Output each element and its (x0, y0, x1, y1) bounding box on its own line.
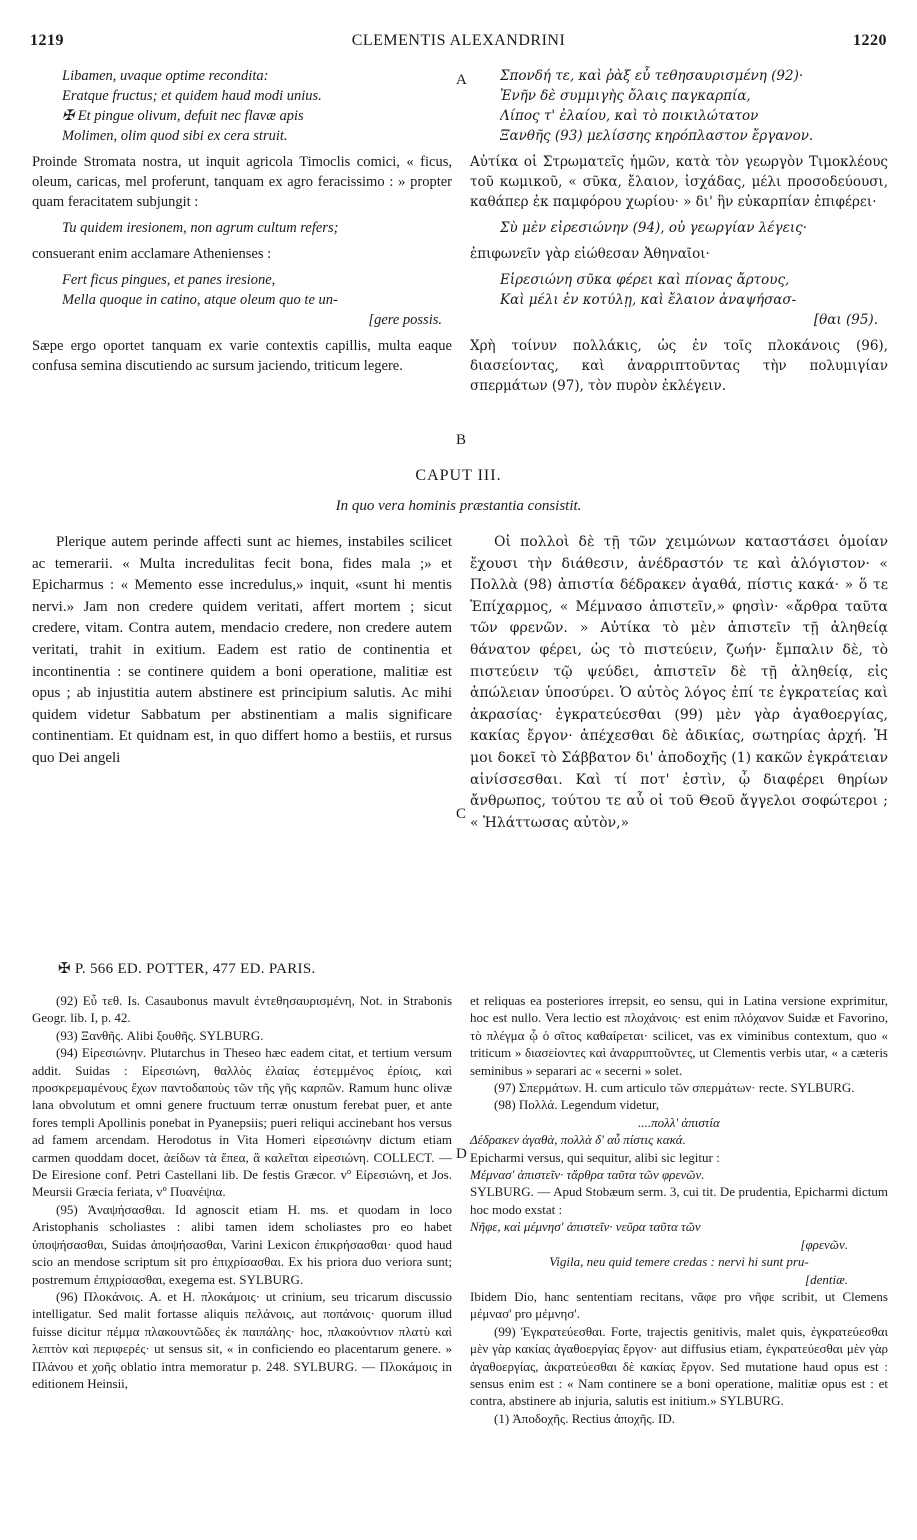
footnote: (92) Εὖ τεθ. Is. Casaubonus mavult ἐντεθησαυρισμένη, Not. in Strabonis Geogr. lib. I, p. 42. (32, 993, 452, 1026)
verse-line: Eratque fructus; et quidem haud modi unius. (62, 88, 322, 104)
footnote-verse: Νῆφε, καὶ μέμνησ' ἀπιστεῖν· νεῦρα ταῦτα τῶν (470, 1219, 701, 1235)
verse-line: [gere possis. (368, 312, 442, 328)
footnote-text: Epicharmi versus, qui sequitur, alibi sic legitur : (470, 1149, 720, 1165)
footnote: (94) Εἰρεσιώνην. Plutarchus in Theseo hæc eadem citat, et tertium versum addit. Suidas : Εἰρεσιώνη, θαλλὸς ἐλαίας ἐστεμμένος ἐρίοις, καὶ προσκρεμαμένους ἔχων παντοδαποὺς τῶν τῆς γῆς καρπῶν. Ramum hunc olivæ lana obvolutum et omni genere fructuum terræ onustum ferebat puer, et ante fores templi Apollinis ponebat in Pyanepsiis; pueri reliqui accinebant hos versus ad famem arcendam. Herodotus in Vita Homeri εἰρεσιώνην dictum etiam carmen quoddam docet, ἀείδων τὰ ἔπεα, ἃ καλεῖται εἰρεσιώνη. COLLECT. — De Eiresione conf. Petri Castellani lib. De festis Græcor. vº Εἰρεσιώνη, et Jos. Meursii Græcia feriata, vº Πυανέψια. (32, 1045, 452, 1200)
verse-line: Tu quidem iresionem, non agrum cultum refers; (62, 220, 339, 236)
footnote: (1) Ἀποδοχῆς. Rectius ἀποχῆς. ID. (494, 1410, 676, 1426)
footnote: (98) Πολλά. Legendum videtur, (494, 1097, 660, 1113)
footnote: (97) Σπερμάτων. H. cum articulo τῶν σπερμάτων· recte. SYLBURG. (494, 1080, 855, 1096)
greek-column-top (470, 66, 888, 402)
latin-verse-1 (32, 66, 452, 146)
margin-marker-c: C (456, 806, 467, 822)
verse-line: Εἰρεσιώνη σῦκα φέρει καὶ πίονας ἄρτους, (500, 272, 790, 288)
verse-line: Καὶ μέλι ἐν κοτύλῃ, καὶ ἔλαιον ἀναψήσασ- (500, 292, 797, 308)
margin-marker-b: B (456, 432, 467, 448)
verse-line: Mella quoque in catino, atque oleum quo te un- (62, 292, 338, 308)
running-title: CLEMENTIS ALEXANDRINI (351, 32, 566, 49)
footnote-text: SYLBURG. — Apud Stobæum serm. 3, cui tit. De prudentia, Epicharmi dictum hoc modo exstat : (470, 1184, 888, 1217)
footnote-verse: ....πολλ' ἀπιστία (638, 1114, 720, 1130)
footnote: (93) Ξανθῆς. Alibi ξουθῆς. SYLBURG. (56, 1027, 264, 1043)
page-number-left: 1219 (30, 32, 64, 49)
footnote-continuation: et reliquas ea posteriores irrepsit, eo sensu, qui in Latina versione exprimitur, hoc est nullo. Vera lectio est πλοχάνοις· est enim πλόχανον Suidæ et Favorino, τὸ πλέγμα ᾧ ὁ σῖτος καθαίρεται· scilicet, vas ex viminibus contextum, quo « triticum » διασείοντες καὶ ἀναρριπτοῦντες, ut Clementis verbis utar, « a cæteris seminibus » separari ac « secerni » solet. (470, 993, 888, 1078)
verse-line: Ἐνῆν δὲ συμμιγὴς ὄλαις παγκαρπία, (500, 88, 751, 104)
verse-line: [θαι (95). (813, 312, 878, 328)
footnote-text: Ibidem Dio, hanc sententiam recitans, νᾶφε pro νῆφε scribit, ut Clemens μέμνασ' pro μέμνησ'. (470, 1288, 888, 1322)
latin-body-paragraph: Plerique autem perinde affecti sunt ac hiemes, instabiles scilicet ac temerarii. « Multa incredulitas fecit bona, fides mala ;» et Epicharmus : « Memento esse incredulus,» inquit, «sunt hi mentis nervi.» Jam non credere quidem veritati, affert mortem ; sicut credere, vitam. Contra autem, mendacio credere, non credere autem veritati, trahit in exitium. Eadem est ratio de continentia et incontinentia : se continere quidem a boni operatione, malitiæ est opus ; ab injustitia autem abstinere est principium salutis. Ac mihi quidem videtur Sabbatum per abstinentiam a malis significare continentiam. Et quidnam est, in quo differt homo a bestiis, et rursus quo Dei angeli (32, 534, 452, 766)
greek-body-paragraph: Οἱ πολλοὶ δὲ τῇ τῶν χειμώνων καταστάσει ὁμοίαν ἔχουσι τὴν διάθεσιν, ἀνέδραστόν τε καὶ ἀλόγιστον· « Πολλὰ (98) ἀπιστία δέδρακεν ἀγαθά, πίστις κακά· » ὅ τε Ἐπίχαρμος, « Μέμνασο ἀπιστεῖν,» φησὶν· «ἄρθρα ταῦτα τῶν φρενῶν. » Αὐτίκα τὸ μὲν ἀπιστεῖν τῇ ἀληθείᾳ θάνατον φέρει, ὡς τὸ πιστεύειν, ζωήν· ἔμπαλιν δὲ, τὸ πιστεύειν τῷ ψεύδει, ἀπιστεῖν δὲ τῇ ἀληθείᾳ, εἰς ἀπώλειαν ὑποσύρει. Ὁ αὐτὸς λόγος ἐπί τε ἐγκρατείας καὶ ἀκρασίας· ἐγκρατεύεσθαι (99) μὲν γὰρ ἀγαθοεργίας, κακίας ἔργον· ἀπέχεσθαι δὲ ἀδικίας, σωτηρίας ἀρχή. Ἡ μοι δοκεῖ τὸ Σάββατον δι' ἀποδοχῆς (1) κακῶν ἐγκράτειαν αἰνίσσεσθαι. Καὶ τί ποτ' ἐστὶν, ᾧ διαφέρει θηρίων ἄνθρωπος, τούτου τε αὖ οἱ τοῦ Θεοῦ ἄγγελοι σοφώτεροι ; « Ἡλάττωσας αὐτὸν,» (470, 534, 888, 831)
latin-verse-3 (32, 270, 452, 330)
verse-line: Ξανθῆς (93) μελίσσης κηρόπλαστον ἔργανον. (500, 128, 814, 144)
greek-body (470, 532, 888, 834)
footnote-verse: Δέδρακεν ἀγαθὰ, πολλὰ δ' αὖ πίστις κακά. (470, 1132, 686, 1148)
footnotes-right (470, 992, 888, 1427)
footnote-verse: Μέμνασ' ἀπιστεῖν· τἄρθρα ταῦτα τῶν φρενῶν. (470, 1167, 705, 1183)
edition-reference: ✠ P. 566 ED. POTTER, 477 ED. PARIS. (58, 961, 316, 977)
verse-line: Λίπος τ' ἐλαίου, καὶ τὸ ποικιλώτατον (500, 108, 759, 124)
latin-body (32, 532, 452, 770)
greek-verse-1 (470, 66, 888, 146)
greek-paragraph-2: ἐπιφωνεῖν γὰρ εἰώθεσαν Ἀθηναῖοι· (470, 246, 710, 262)
margin-marker-a: A (456, 72, 467, 88)
greek-verse-2 (470, 218, 888, 238)
footnote-verse: Vigila, neu quid temere credas : nervi hi sunt pru- (549, 1254, 809, 1270)
latin-paragraph-1: Proinde Stromata nostra, ut inquit agricola Timoclis comici, « ficus, oleum, caricas, mel proferunt, tanquam ex agro feracissimo : » propter quam feracitatem subjungit : (32, 154, 452, 210)
latin-paragraph-2: consuerant enim acclamare Athenienses : (32, 246, 272, 262)
greek-verse-3 (470, 270, 888, 330)
page-number-right: 1220 (853, 32, 887, 49)
latin-column-top (32, 66, 452, 382)
verse-line: Σὺ μὲν εἰρεσιώνην (94), οὐ γεωργίαν λέγεις· (500, 220, 807, 236)
greek-paragraph-1: Αὐτίκα οἱ Στρωματεῖς ἡμῶν, κατὰ τὸν γεωργὸν Τιμοκλέους τοῦ κωμικοῦ, « σῦκα, ἔλαιον, ἰσχάδας, μέλι προσοδεύουσι, καθάπερ ἐκ παμφόρου χωρίου· » δι' ἣν εὐκαρπίαν ἐπιφέρει· (470, 154, 888, 210)
latin-verse-2 (32, 218, 452, 238)
footnote: (95) Ἀναψήσασθαι. Id agnoscit etiam H. ms. et quodam in loco Aristophanis scholiastes : alibi tamen idem scholiastes pro eo habet ὑποψήσασθαι, Suidas ἀποψήσασθαι, Varini Lexicon ἐπικρήσασθαι· quod haud scio an mendose scriptum sit pro ἐπιχρίσασθαι. Ex his priora duo veriora sunt; postremum ἐπιχρίσασθαι, exegema est. SYLBURG. (32, 1201, 452, 1287)
footnotes-left (32, 992, 452, 1392)
chapter-title: CAPUT III. (415, 467, 502, 484)
verse-line: Molimen, olim quod sibi ex cera struit. (62, 128, 288, 144)
verse-line: Fert ficus pingues, et panes iresione, (62, 272, 276, 288)
chapter-subtitle: In quo vera hominis præstantia consistit. (335, 498, 582, 514)
margin-marker-d: D (456, 1146, 467, 1162)
verse-line: ✠ Et pingue olivum, defuit nec flavæ apis (62, 108, 304, 124)
latin-paragraph-3: Sæpe ergo oportet tanquam ex varie contextis capillis, multa eaque confusa semina discutiendo ac sursum jaciendo, triticum legere. (32, 338, 452, 374)
footnote: (99) Ἐγκρατεύεσθαι. Forte, trajectis genitivis, malet quis, ἐγκρατεύεσθαι μὲν γὰρ κακίας ἀγαθοεργίας ἔργον· aut diffusius etiam, ἐγκρατεύεσθαι μὲν γὰρ ἀγαθοεργίας, ἀκρατεύεσθαι δὲ κακίας ἔργον. Sed mutatione haud opus est : sensus enim est : « Nam continere se a boni operatione, malitiæ opus est : et contra, abstinere ab injuria, salutis est initium.» SYLBURG. (470, 1323, 888, 1409)
verse-line: Σπονδή τε, καὶ ῥὰξ εὖ τεθησαυρισμένη (92)· (500, 68, 804, 84)
greek-paragraph-3: Χρὴ τοίνυν πολλάκις, ὡς ἐν τοῖς πλοκάνοις (96), διασείοντας, καὶ ἀναρριπτοῦντας τὴν πολυμιγίαν σπερμάτων (97), τὸν πυρὸν ἐκλέγειν. (470, 338, 888, 394)
verse-line: Libamen, uvaque optime recondita: (62, 68, 269, 84)
footnote: (96) Πλοκάνοις. A. et H. πλοκάμοις· ut crinium, seu tricarum discussio intelligatur. Sed malit fortasse aliquis πελάνοις, aut ποπάνοις· quorum illud fuisse dicitur πέμμα πλακουντῶδες ἐκ παιπάλης· hoc, πλακούντιον πλατὺ καὶ λεπτὸν καὶ περιφερές· ut sensus sit, « in conficiendo eo placentarum genere. » Πλάνου et χοῆς oblatio intra memoratur p. 248. SYLBURG. — Πλοκάμοις in editionem Heinsii, (32, 1288, 452, 1391)
footnote-verse: [dentiæ. (805, 1271, 848, 1287)
footnote-verse: [φρενῶν. (800, 1236, 848, 1252)
